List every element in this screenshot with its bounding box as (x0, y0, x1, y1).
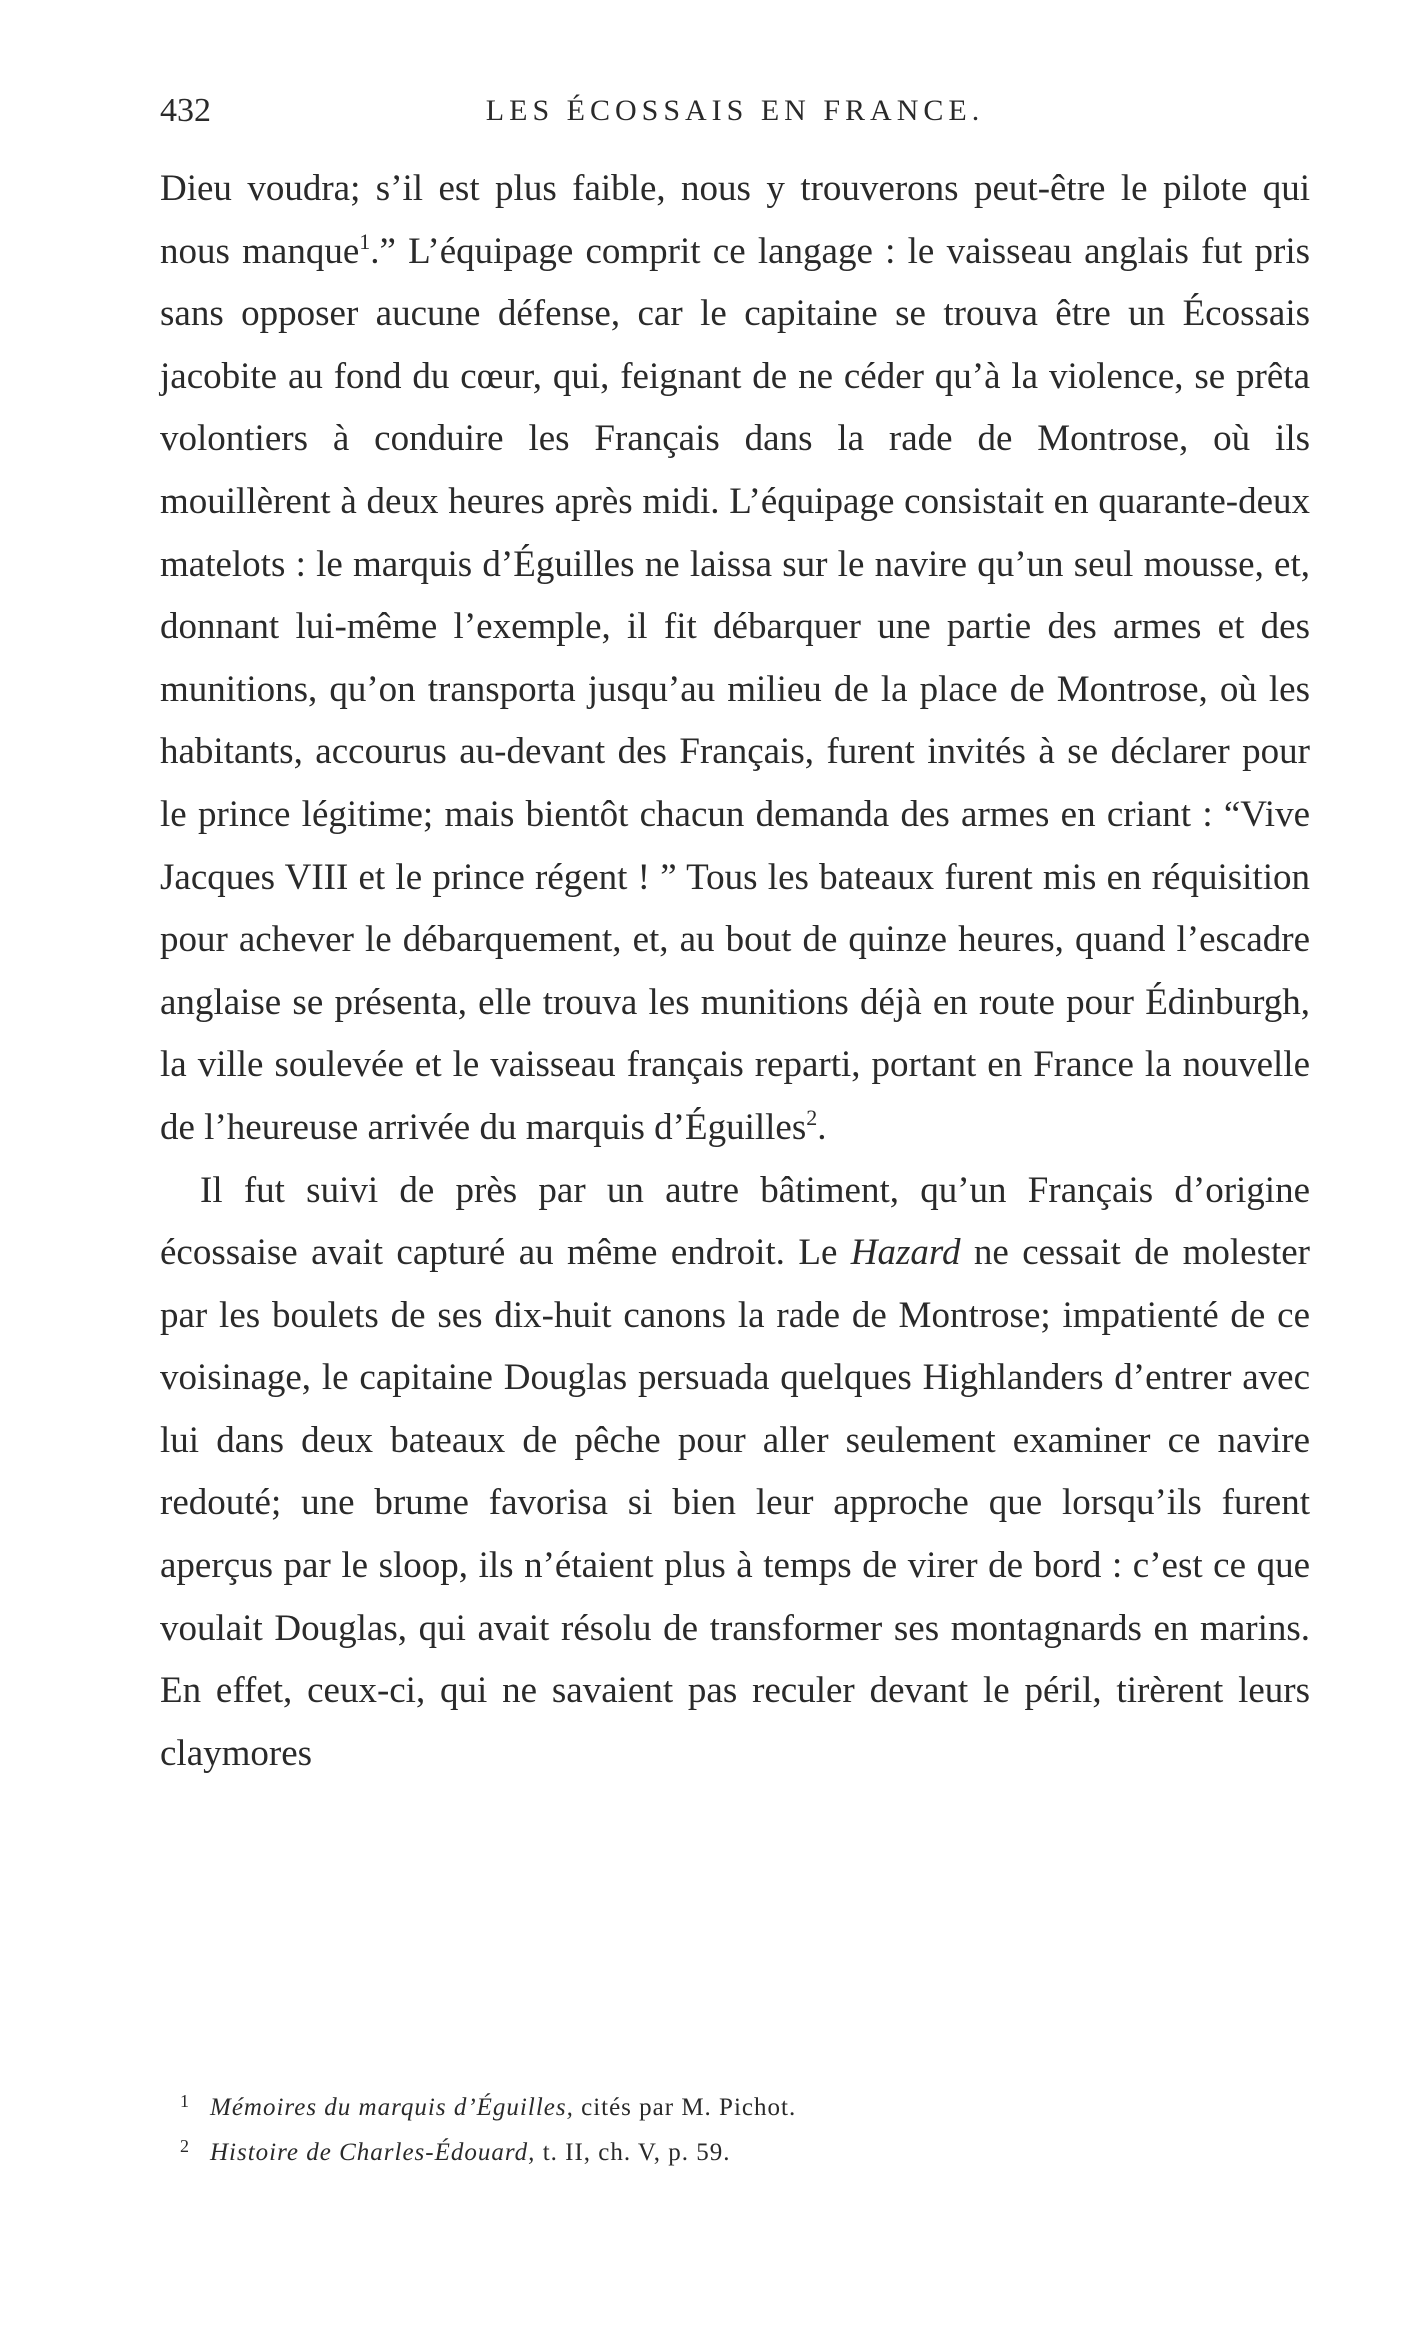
footnotes (180, 2082, 1310, 2172)
footnote-1-text: cités par M. Pichot. (573, 2094, 797, 2121)
paragraph-1-text-c: . (817, 1106, 827, 1148)
footnote-1 (180, 2082, 1310, 2127)
ship-name: Hazard (850, 1232, 961, 1274)
paragraph-2 (160, 1160, 1310, 1786)
footnote-1-title: Mémoires du marquis d’Éguilles, (210, 2094, 574, 2121)
paragraph-1 (160, 158, 1310, 1160)
body-text (160, 158, 1310, 1785)
paragraph-2-text-b: ne cessait de molester par les boulets de ses dix-huit canons la rade de Montrose; impatienté de ce voisinage, le capitaine Douglas persuada quelques Highlanders d’entrer avec lui dans deux bateaux de pêche pour aller seulement examiner ce navire redouté; une brume favorisa si bien leur approche que lorsqu’ils furent aperçus par le sloop, ils n’étaient plus à temps de virer de bord : c’est ce que voulait Douglas, qui avait résolu de transformer ses montagnards en marins. En effet, ceux-ci, qui ne savaient pas reculer devant le péril, tirèrent leurs claymores (160, 1232, 1311, 1774)
running-title: LES ÉCOSSAIS EN FRANCE. (485, 94, 985, 127)
footnote-1-mark: 1 (180, 2091, 190, 2111)
footnote-2-mark: 2 (180, 2136, 190, 2156)
paragraph-1-text-a: Dieu voudra; s’il est plus faible, nous y trouverons peut-être le pilote qui nous manque (160, 168, 1310, 272)
footnote-ref-1: 1 (359, 228, 371, 254)
footnote-2 (180, 2127, 1310, 2172)
page-number: 432 (160, 92, 211, 129)
paragraph-2-text-a: Il fut suivi de près par un autre bâtiment, qu’un Français d’origine écossaise avait capturé au même endroit. Le (160, 1169, 1310, 1274)
footnote-2-title: Histoire de Charles-Édouard, (210, 2139, 536, 2166)
footnote-2-text: t. II, ch. V, p. 59. (535, 2139, 731, 2166)
footnote-ref-2: 2 (806, 1104, 818, 1130)
paragraph-1-text-b: .” L’équipage comprit ce langage : le vaisseau anglais fut pris sans opposer aucune défense, car le capitaine se trouva être un Écossais jacobite au fond du cœur, qui, feignant de ne céder qu’à la violence, se prêta volontiers à conduire les Français dans la rade de Montrose, où ils mouillèrent à deux heures après midi. L’équipage consistait en quarante-deux matelots : le marquis d’Éguilles ne laissa sur le navire qu’un seul mousse, et, donnant lui-même l’exemple, il fit débarquer une partie des armes et des munitions, qu’on transporta jusqu’au milieu de la place de Montrose, où les habitants, accourus au-devant des Français, furent invités à se déclarer pour le prince légitime; mais bientôt chacun demanda des armes en criant : “Vive Jacques VIII et le prince régent ! ” Tous les bateaux furent mis en réquisition pour achever le débarquement, et, au bout de quinze heures, quand l’escadre anglaise se présenta, elle trouva les munitions déjà en route pour Édinburgh, la ville soulevée et le vaisseau français reparti, portant en France la nouvelle de l’heureuse arrivée du marquis d’Éguilles (160, 230, 1311, 1148)
page-header (160, 92, 1310, 132)
